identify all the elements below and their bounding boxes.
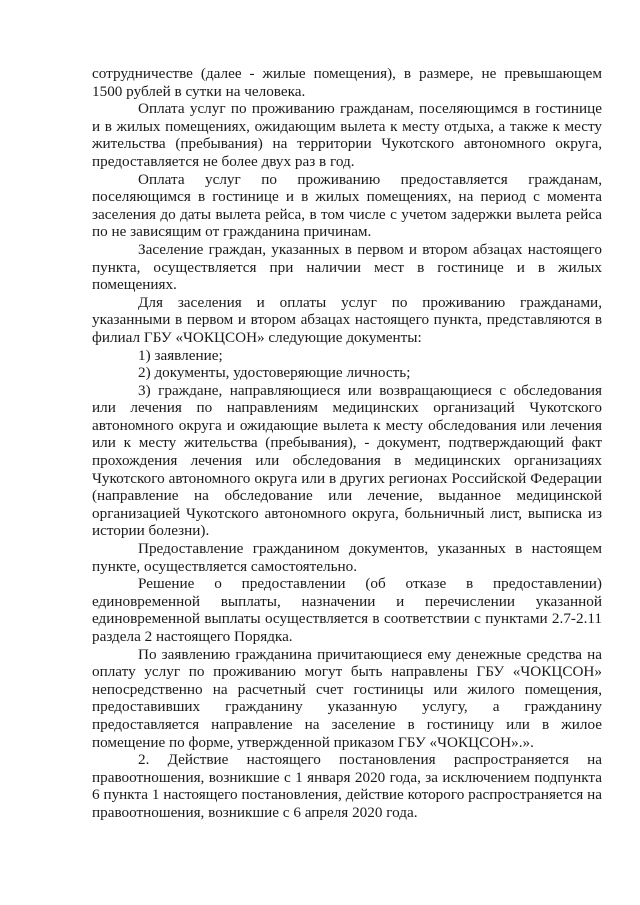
document-page: [92, 65, 602, 822]
paragraph-payment-decision: Решение о предоставлении (об отказе в предоставлении) единовременной выплаты, назначении и перечислении указанной единовременной выплаты осуществляется в соответствии с пунктами 2.7-2.11 раздела 2 настоящего Порядка.: [92, 575, 602, 645]
paragraph-accommodation-availability: Заселение граждан, указанных в первом и втором абзацах настоящего пункта, осуществляется при наличии мест в гостинице и в жилых помещениях.: [92, 240, 602, 294]
paragraph-self-submission: Предоставление гражданином документов, указанных в настоящем пункте, осуществляется самостоятельно.: [92, 540, 602, 575]
paragraph-required-documents-intro: Для заселения и оплаты услуг по проживанию гражданами, указанными в первом и втором абзацах настоящего пункта, представляются в филиал ГБУ «ЧОКЦСОН» следующие документы:: [92, 293, 602, 346]
list-item-application: 1) заявление;: [138, 346, 223, 364]
paragraph-continuation-living-quarters: сотрудничестве (далее - жилые помещения), в размере, не превышающем 1500 рублей в сутки на человека.: [92, 65, 602, 100]
list-item-medical-referral: 3) граждане, направляющиеся или возвращающиеся с обследования или лечения по направлениям медицинских организаций Чукотского автономного округа и ожидающие вылета к месту обследования или лечения или к месту жительства (пребывания), - документ, подтверждающий факт прохождения лечения или обследования в медицинских организациях Чукотского автономного округа или в других регионах Российской Федерации (направление на обследование или лечение, выданное медицинской организацией Чукотского автономного округа, больничный лист, выписка из истории болезни).: [92, 381, 602, 540]
paragraph-payment-twice-a-year: Оплата услуг по проживанию гражданам, поселяющимся в гостинице и в жилых помещениях, ожидающим вылета к месту отдыха, а также к месту жительства (пребывания) на территории Чукотского автономного округа, предоставляется не более двух раз в год.: [92, 100, 602, 170]
paragraph-direct-transfer: По заявлению гражданина причитающиеся ему денежные средства на оплату услуг по проживанию могут быть направлены ГБУ «ЧОКЦСОН» непосредственно на расчетный счет гостиницы или жилого помещения, предоставивших гражданину указанную услугу, а гражданину предоставляется направление на заселение в гостиницу или в жилое помещение по форме, утвержденной приказом ГБУ «ЧОКЦСОН».».: [92, 645, 602, 751]
list-item-identity-documents: 2) документы, удостоверяющие личность;: [138, 364, 411, 382]
paragraph-effective-date: 2. Действие настоящего постановления распространяется на правоотношения, возникшие с 1 января 2020 года, за исключением подпункта 6 пункта 1 настоящего постановления, действие которого распространяется на правоотношения, возникшие с 6 апреля 2020 года.: [92, 751, 602, 821]
paragraph-payment-period: Оплата услуг по проживанию предоставляется гражданам, поселяющимся в гостинице и в жилых помещениях, на период с момента заселения до даты вылета рейса, в том числе с учетом задержки вылета рейса по не зависящим от гражданина причинам.: [92, 170, 602, 241]
